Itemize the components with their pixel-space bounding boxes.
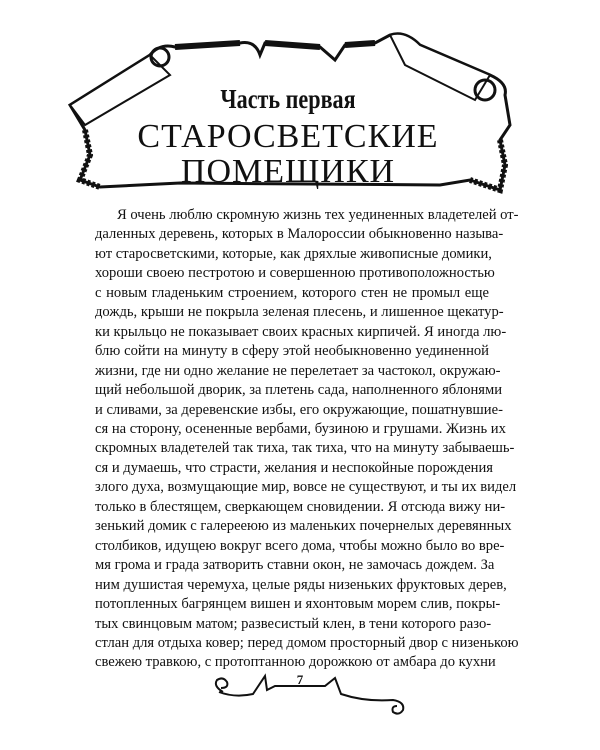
text-line: Я очень люблю скромную жизнь тех уединенных владетелей от- [117,207,519,223]
text-line: потопленных багрянцем вишен и яхонтовым морем слив, покры- [95,596,501,613]
text-line: дождь, крыши не покрыла зеленая плесень, и лишенное щекатур- [95,304,504,321]
text-line: злого духа, возмущающие мир, вовсе не существуют, и ты их видел [95,479,517,496]
text-line: стлан для отдыха ковер; перед домом просторный двор с низенькою [95,634,519,651]
part-heading: Часть первая [220,84,356,114]
text-line: тых свинцовым матом; развесистый клен, в тени которого разо- [95,615,492,632]
text-line: свежею травкою, с протоптанною дорожкою от амбара до кухни [95,654,496,671]
text-line: столбиков, идущею вокруг всего дома, чтобы можно было во вре- [95,537,505,554]
text-line: скромных владетелей так тиха, так тиха, что на минуту забываешь- [95,440,515,457]
text-line: щий небольшой дворик, за плетень сада, наполненного яблонями [95,382,503,399]
chapter-title-line-1: СТАРОСВЕТСКИЕ [137,118,439,155]
text-line: ки крыльцо не показывает своих красных кирпичей. Я иногда лю- [95,323,507,340]
text-line: только в блестящем, сверкающем сновидении. Я отсюда вижу ни- [95,498,506,515]
text-line: даленных деревень, которых в Малороссии обыкновенно называ- [95,226,504,243]
text-line: зенький домик с галерееюю из маленьких почернелых деревянных [95,518,512,535]
text-line: ним душистая черемуха, целые ряды низеньких фруктовых дерев, [95,576,507,593]
chapter-title-line-2: ПОМЕЩИКИ [180,153,396,190]
text-line: ют старосветскими, которые, как дряхлые живописные домики, [95,245,492,262]
text-line: блю сойти на минуту в сферу этой необыкновенно уединенной [95,343,489,360]
text-line: хороши своею пестротою и совершенною противоположностью [95,265,495,282]
text-line: с новым гладеньким строением, которого стен не промыл еще [95,284,489,301]
text-line: и сливами, за деревенские избы, его окружающие, пошатнувшие- [95,401,503,418]
text-line: ся и думаешь, что страсти, желания и неспокойные порождения [95,459,493,476]
text-line: мя грома и града затворить ставни окон, не замочась дождем. За [95,557,495,574]
text-line: ся на сторону, осененные вербами, бузиною и грушами. Жизнь их [95,420,506,437]
text-line: жизни, где ни одно желание не перелетает за частокол, окружаю- [95,362,501,379]
page-number: 7 [296,672,304,687]
body-text [95,206,519,673]
